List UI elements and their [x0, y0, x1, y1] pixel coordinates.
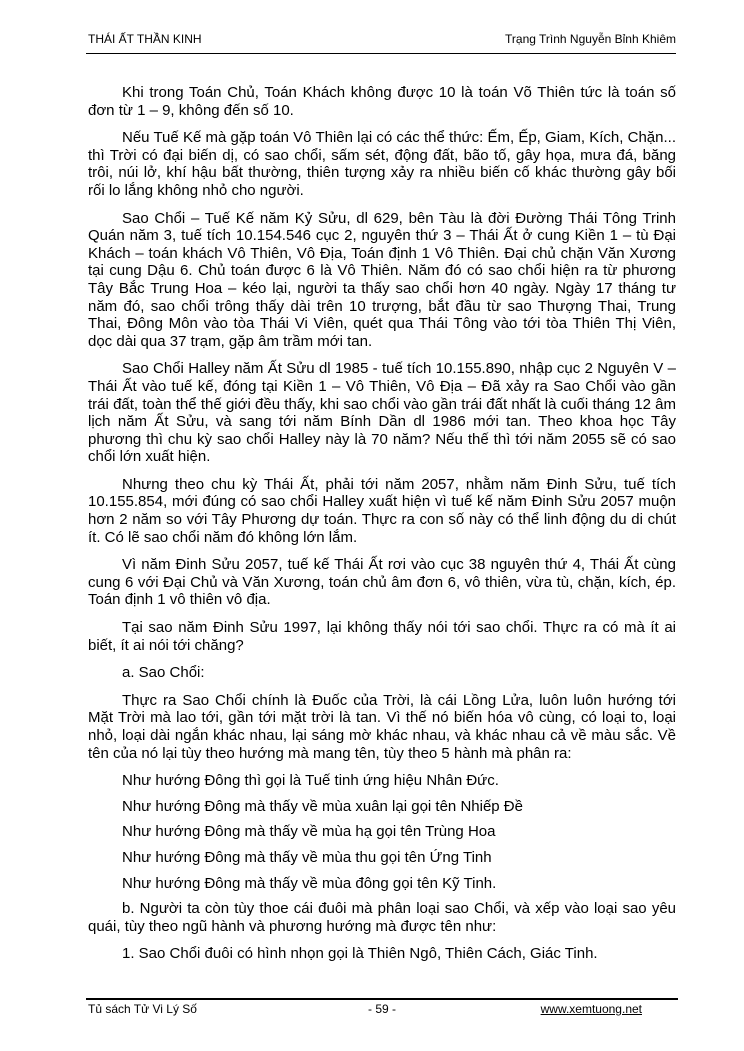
paragraph: 1. Sao Chổi đuôi có hình nhọn gọi là Thiên Ngô, Thiên Cách, Giác Tinh.: [122, 945, 598, 963]
paragraph: Thực ra Sao Chổi chính là Đuốc của Trời, là cái Lồng Lửa, luôn luôn hướng tới Mặt Trời mà lao tới, gần tới mặt trời là tan. Vì thế nó biến hóa vô cùng, có loại to, loại nhỏ, loại dài ngắn khác nhau, lại sáng mờ khác nhau, và khác nhau cả về màu sắc. Về tên của nó lại tùy theo hướng mà mang tên, tùy theo 5 hành mà phân ra:: [88, 691, 676, 762]
paragraph: Nếu Tuế Kế mà gặp toán Vô Thiên lại có các thể thức: Ếm, Ếp, Giam, Kích, Chặn... thì Trời có đại biến dị, có sao chổi, sấm sét, động đất, bão tố, gây họa, mưa đá, băng trôi, núi lở, khí hậu bất thường, thiên tượng xảy ra nhiều biến cố khác thường gây bối rối lo lắng không nhỏ cho người.: [88, 129, 676, 199]
list-item: Như hướng Đông mà thấy về mùa thu gọi tên Ứng Tinh: [122, 848, 492, 866]
paragraph: Nhưng theo chu kỳ Thái Ất, phải tới năm 2057, nhằm năm Đinh Sửu, tuế tích 10.155.854, mới đúng có sao chổi Halley xuất hiện vì tuế kế năm Đinh Sửu 2057 muộn hơn 2 năm so với Tây Phương dự toán. Thực ra con số này có thể linh động du di chút ít. Có lẽ sao chổi năm đó không lớn lắm.: [88, 475, 676, 546]
series-name: Tủ sách Tử Vi Lý Số: [88, 1002, 197, 1016]
paragraph: Khi trong Toán Chủ, Toán Khách không được 10 là toán Võ Thiên tức là toán số đơn từ 1 – 9, không đến số 10.: [88, 84, 676, 119]
paragraph: Sao Chổi Halley năm Ất Sửu dl 1985 - tuế tích 10.155.890, nhập cục 2 Nguyên V – Thái Ất vào tuế kế, đóng tại Kiền 1 – Vô Thiên, Vô Địa – Đã xảy ra Sao Chổi vào gần trái đất, toàn thể thế giới đều thấy, khi sao chổi vào gần trái đất nhất là cuối tháng 12 âm lịch năm Ất Sửu, và sang tới năm Bính Dần dl 1986 mới tan. Theo khoa học Tây phương thì chu kỳ sao chổi Halley này là 70 năm? Nếu thế thì tới năm 2055 sẽ có sao chổi lớn xuất hiện.: [88, 360, 676, 466]
website-link[interactable]: www.xemtuong.net: [540, 1002, 642, 1016]
list-item: Như hướng Đông mà thấy về mùa đông gọi tên Kỹ Tinh.: [122, 874, 497, 892]
paragraph: Vì năm Đinh Sửu 2057, tuế kế Thái Ất rơi vào cục 38 nguyên thứ 4, Thái Ất cùng cung 6 với Đại Chủ và Văn Xương, toán chủ âm đơn 6, vô thiên, vừa tù, chặn, kích, ép. Toán định 1 vô thiên vô địa.: [88, 556, 676, 609]
paragraph: Sao Chổi – Tuế Kế năm Kỷ Sửu, dl 629, bên Tàu là đời Đường Thái Tông Trinh Quán năm 3, tuế tích 10.154.546 cục 2, nguyên thứ 3 – Thái Ất ở cung Kiền 1 – tù Đại Khách – toán khách Vô Thiên, Vô Địa, Toán định 1 Vô Thiên. Đại chủ chặn Văn Xương tại cung Dậu 6. Chủ toán được 6 là Vô Thiên. Năm đó có sao chổi hiện ra từ phương Tây Bắc Trung Hoa – kéo lại, người ta thấy sao chổi hơn 40 ngày. Ngày 17 tháng tư năm đó, sao chổi trông thấy dài trên 10 trượng, bắt đầu từ sao Thượng Thai, Trung Thai, Đông Môn vào tòa Thái Vi Viên, quét qua Thái Tông vào tới tòa Thiên Thị Viên, dọc dài qua 37 trạm, gặp âm trầm mới tan.: [88, 209, 676, 350]
footer-divider: [86, 998, 678, 1000]
page-number: - 59 -: [368, 1002, 397, 1016]
page-body: [88, 84, 676, 963]
author-name: Trạng Trình Nguyễn Bỉnh Khiêm: [505, 32, 676, 46]
book-title: THÁI ẤT THẦN KINH: [88, 32, 202, 46]
paragraph: Tại sao năm Đinh Sửu 1997, lại không thấy nói tới sao chổi. Thực ra có mà ít ai biết, ít ai nói tới chăng?: [88, 619, 676, 654]
list-item: Như hướng Đông thì gọi là Tuế tinh ứng hiệu Nhân Đức.: [122, 772, 499, 790]
page-footer: [88, 1002, 676, 1018]
section-heading: a. Sao Chổi:: [122, 664, 205, 682]
header-divider: [86, 53, 676, 54]
paragraph: b. Người ta còn tùy thoe cái đuôi mà phân loại sao Chổi, và xếp vào loại sao yêu quái, tùy theo ngũ hành và phương hướng mà được tên như:: [88, 900, 676, 935]
list-item: Như hướng Đông mà thấy về mùa hạ gọi tên Trùng Hoa: [122, 823, 496, 841]
list-item: Như hướng Đông mà thấy về mùa xuân lại gọi tên Nhiếp Đề: [122, 797, 523, 815]
page-header: [88, 32, 676, 46]
